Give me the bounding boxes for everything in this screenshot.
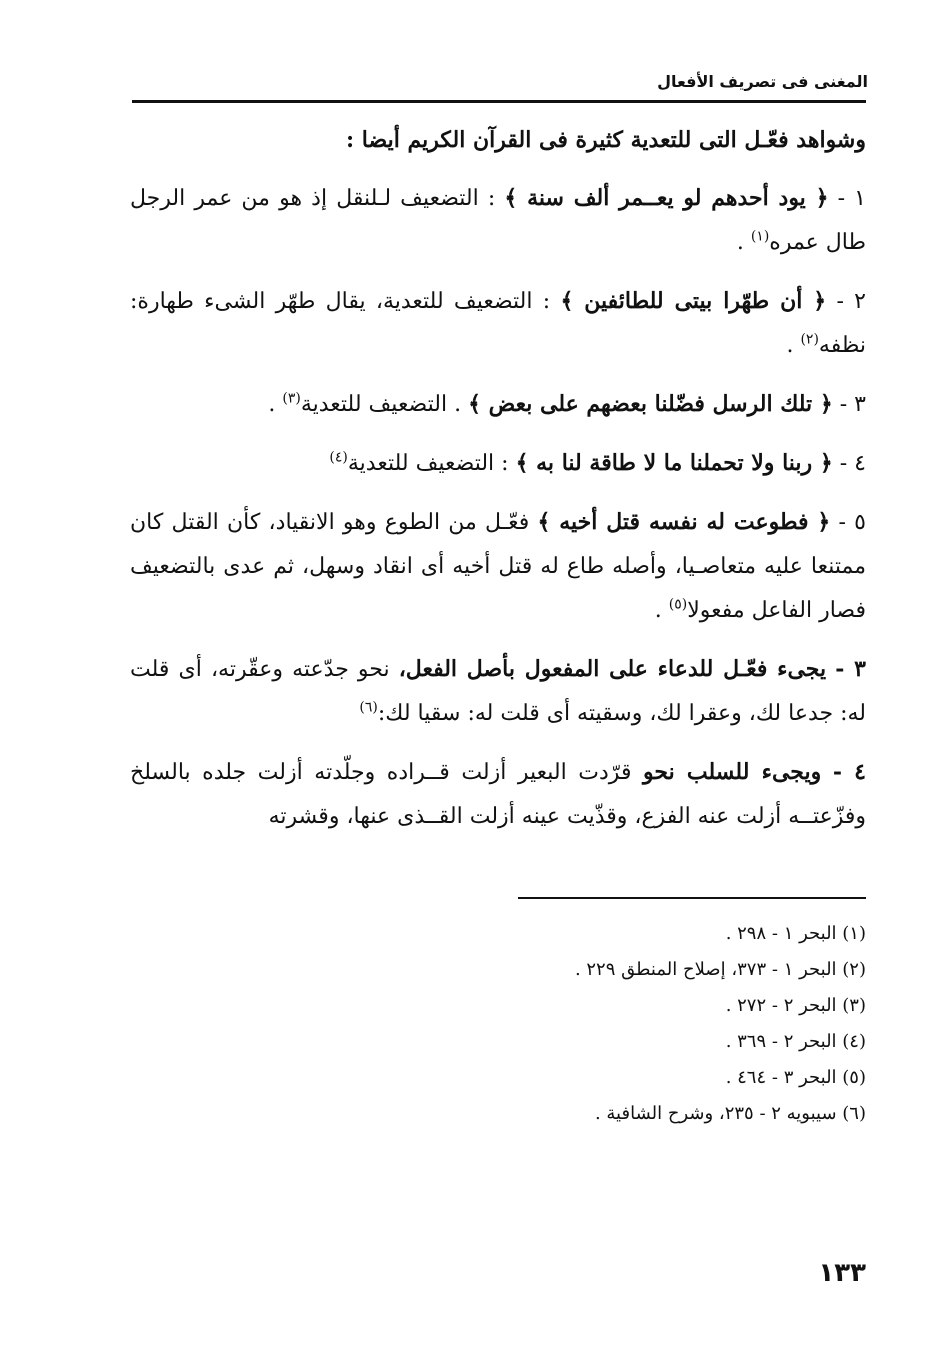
section-heading: ويجىء للسلب نحو	[643, 759, 822, 785]
footnote: (٦) سيبويه ٢ - ٢٣٥، وشرح الشافية .	[594, 1103, 866, 1124]
item-number: ١ -	[837, 186, 866, 211]
footnote: (٣) البحر ٢ - ٢٧٢ .	[725, 995, 866, 1016]
footnote-ref: (٢)	[800, 331, 819, 348]
item-number: ٥ -	[838, 510, 866, 535]
item-end: .	[786, 333, 801, 358]
page-number: ١٣٣	[818, 1258, 866, 1288]
footnote: (١) البحر ١ - ٢٩٨ .	[725, 923, 866, 944]
item-end: .	[268, 392, 283, 417]
footnote: (٤) البحر ٢ - ٣٦٩ .	[725, 1031, 866, 1052]
item-text: . التضعيف للتعدية	[300, 392, 462, 417]
footnote-rule	[518, 897, 866, 899]
example-item-2	[130, 279, 866, 368]
section-text: نحو جدّعته وعقّرته، أى قلت له: جدعا لك، وعقرا لك، وسقيته أى قلت له: سقيا لك:	[130, 657, 866, 726]
section-number: ٣ -	[835, 656, 866, 682]
running-header: المغنى فى تصريف الأفعال	[657, 72, 868, 91]
header-rule	[132, 100, 866, 103]
footnote-ref: (٣)	[282, 390, 301, 407]
quran-quote: ﴿ فطوعت له نفسه قتل أخيه ﴾	[537, 509, 831, 535]
intro-paragraph: وشواهد فعّـل التى للتعدية كثيرة فى القرآن الكريم أيضا :	[346, 127, 866, 153]
example-item-3	[130, 382, 866, 427]
section-paragraph-3	[130, 647, 866, 736]
item-end: .	[654, 598, 669, 623]
footnote-ref: (١)	[750, 228, 770, 245]
section-paragraph-4	[130, 750, 866, 839]
section-heading: يجىء فعّـل للدعاء على المفعول بأصل الفعل،	[398, 656, 827, 682]
section-number: ٤ -	[832, 759, 866, 785]
example-item-1	[130, 176, 866, 265]
footnote-ref: (٥)	[668, 596, 688, 613]
body-text	[130, 118, 866, 853]
footnote-ref: (٤)	[329, 449, 348, 466]
footnote-ref: (٦)	[359, 699, 378, 716]
quran-quote: ﴿ يود أحدهم لو يعــمر ألف سنة ﴾	[504, 185, 829, 211]
item-text: فعّـل من الطوع وهو الانقياد، كأن القتل كان ممتنعا عليه متعاصـيا، وأصله طاع له قتل أخيه أى انقاد وسهل، ثم عدى بالتضعيف فصار الفاعل مفعولا	[130, 510, 866, 623]
quran-quote: ﴿ تلك الرسل فضّلنا بعضهم على بعض ﴾	[468, 391, 833, 417]
example-item-5	[130, 500, 866, 633]
footnote: (٥) البحر ٣ - ٤٦٤ .	[725, 1067, 866, 1088]
footnotes	[130, 916, 866, 1132]
item-number: ٣ -	[839, 392, 866, 417]
quran-quote: ﴿ ربنا ولا تحملنا ما لا طاقة لنا به ﴾	[515, 450, 833, 476]
section-text: قرّدت البعير أزلت قــراده وجلّدته أزلت جلده بالسلخ وفزّعتــه أزلت عنه الفزع، وقذّيت عينه أزلت القــذى عنها، وقشرته	[130, 760, 866, 829]
item-text: : التضعيف للتعدية، يقال طهّر الشىء طهارة: نظفه	[130, 289, 866, 358]
item-text: : التضعيف للتعدية	[347, 451, 509, 476]
item-text: : التضعيف لـلنقل إذ هو من عمر الرجل طال عمره	[130, 186, 866, 255]
item-end: .	[736, 230, 751, 255]
item-number: ٤ -	[839, 451, 866, 476]
footnote: (٢) البحر ١ - ٣٧٣، إصلاح المنطق ٢٢٩ .	[574, 959, 866, 980]
example-item-4	[130, 441, 866, 486]
quran-quote: ﴿ أن طهّرا بيتى للطائفين ﴾	[560, 288, 827, 314]
item-number: ٢ -	[836, 289, 866, 314]
